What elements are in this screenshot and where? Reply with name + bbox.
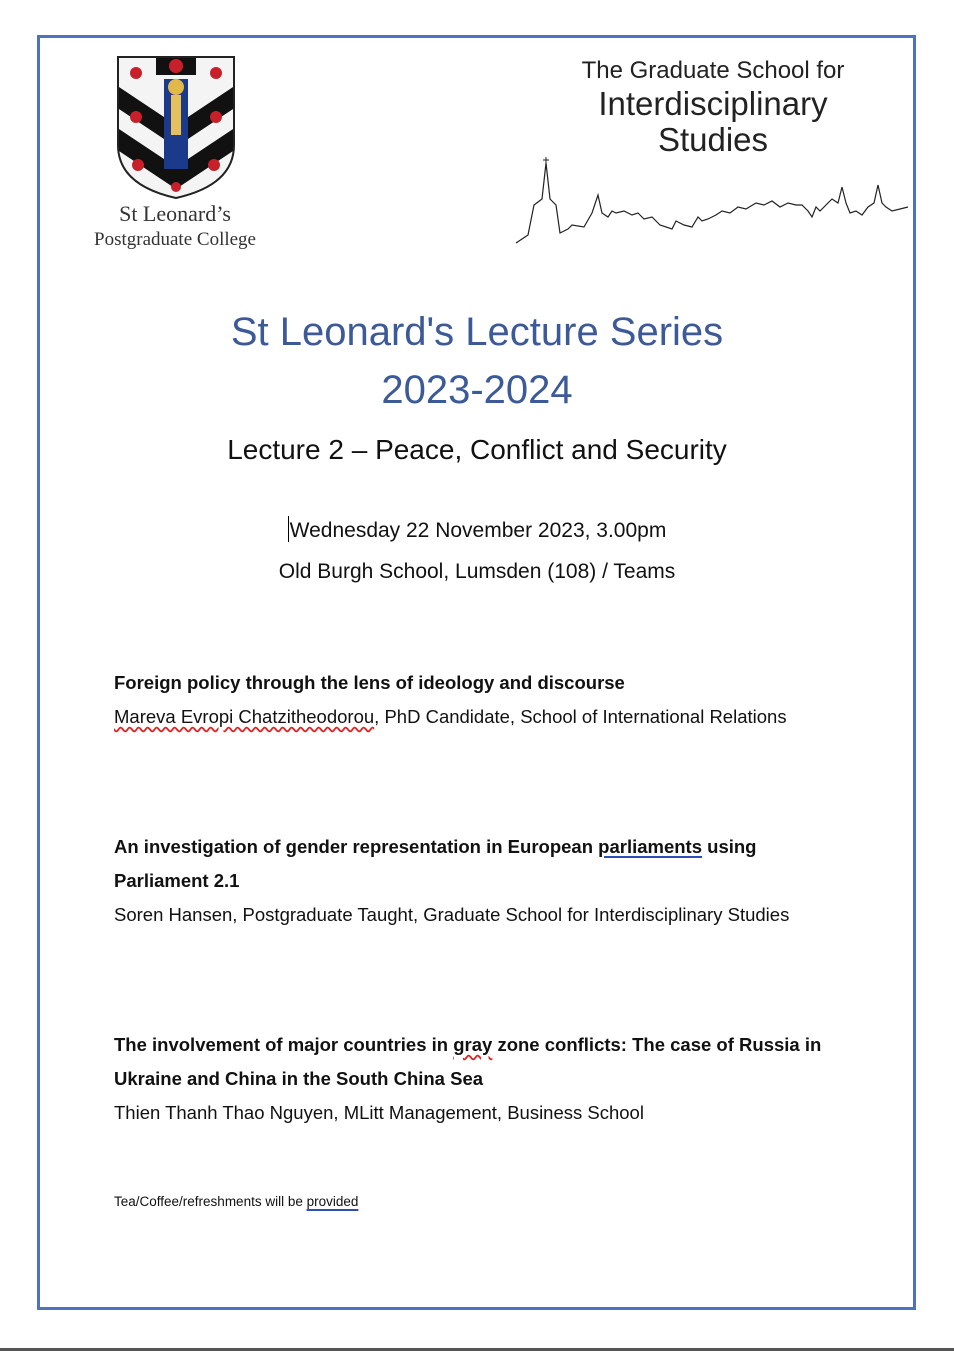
college-crest-logo (116, 55, 236, 200)
series-title: St Leonard's Lecture Series (230, 310, 724, 354)
skyline-illustration (512, 155, 912, 250)
graduate-school-line1: The Graduate School for (581, 57, 845, 84)
event-venue: Old Burgh School, Lumsden (108) / Teams (278, 560, 676, 583)
refreshments-note-flagged-word: provided (306, 1194, 359, 1209)
talk-3-title-flagged-word: gray (453, 1034, 493, 1055)
talk-2-speaker: Soren Hansen, Postgraduate Taught, Graduate School for Interdisciplinary Studies (114, 904, 790, 925)
talk-3-title-part2: zone conflicts: The case of Russia in Ukraine and China in the South China Sea (114, 1034, 822, 1089)
graduate-school-line3: Studies (657, 121, 769, 158)
event-date (0, 516, 954, 543)
graduate-school-line2: Interdisciplinary (598, 85, 828, 122)
talk-3 (114, 1028, 844, 1130)
talk-3-title-part1: The involvement of major countries in (114, 1034, 454, 1055)
college-name-line1: St Leonard’s (119, 201, 231, 226)
college-name-line2: Postgraduate College (94, 229, 256, 250)
talk-1-speaker-name: Mareva Evropi Chatzitheodorou (114, 706, 375, 727)
refreshments-note (114, 1194, 358, 1209)
text-cursor (288, 516, 289, 542)
refreshments-note-text: Tea/Coffee/refreshments will be (114, 1194, 307, 1209)
talk-1 (114, 666, 844, 734)
talk-2-title-part1: An investigation of gender representation in European (114, 836, 599, 857)
talk-1-title: Foreign policy through the lens of ideology and discourse (114, 672, 625, 693)
lecture-subtitle: Lecture 2 – Peace, Conflict and Security (227, 434, 727, 465)
window-bottom-edge (0, 1348, 954, 1351)
talk-3-speaker: Thien Thanh Thao Nguyen, MLitt Management, Business School (114, 1102, 644, 1123)
graduate-school-logo-text (560, 56, 866, 158)
talk-2-title (114, 830, 844, 898)
talk-3-title (114, 1028, 844, 1096)
college-name (60, 200, 290, 252)
series-years: 2023-2024 (381, 368, 573, 412)
event-date-text: Wednesday 22 November 2023, 3.00pm (289, 519, 667, 542)
talk-2 (114, 830, 844, 932)
talk-2-title-part2: using Parliament 2.1 (114, 836, 757, 891)
talk-2-title-flagged-word: parliaments (598, 836, 703, 857)
talk-1-speaker (114, 700, 844, 734)
talk-1-speaker-affiliation: , PhD Candidate, School of International Relations (374, 706, 787, 727)
